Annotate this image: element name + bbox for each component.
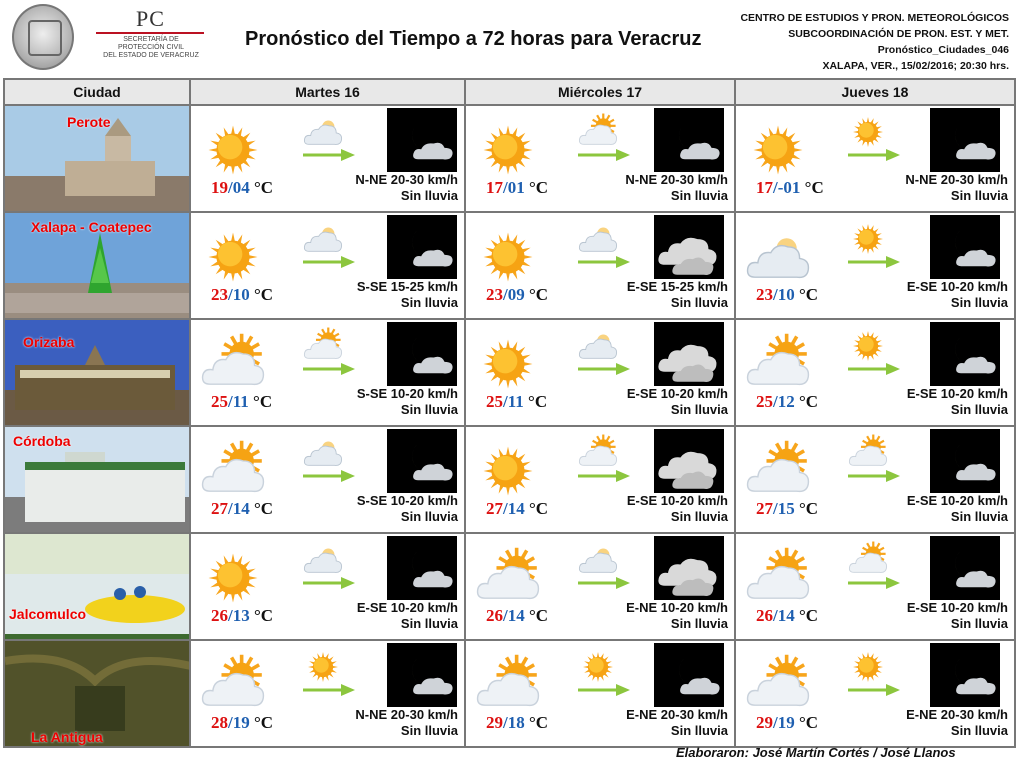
sun-icon bbox=[846, 645, 892, 685]
wind-text: E-SE 10-20 km/h bbox=[626, 386, 728, 401]
wind-info bbox=[355, 707, 458, 739]
temp-unit: °C bbox=[528, 606, 549, 625]
sun-icon bbox=[576, 645, 622, 685]
wind-info bbox=[625, 172, 728, 204]
arrow-right-icon bbox=[303, 469, 355, 483]
wind-info bbox=[907, 493, 1008, 525]
cloud-icon bbox=[742, 221, 814, 289]
wind-info bbox=[355, 172, 458, 204]
temp-unit: °C bbox=[798, 392, 819, 411]
sun-cloud-icon bbox=[742, 649, 814, 717]
sun-cloud-icon bbox=[846, 538, 892, 578]
city-name: Jalcomulco bbox=[9, 606, 87, 622]
night-cloud-icon bbox=[654, 536, 724, 600]
wind-info bbox=[907, 600, 1008, 632]
wind-text: E-SE 10-20 km/h bbox=[906, 279, 1008, 294]
wind-text: E-NE 20-30 km/h bbox=[626, 707, 728, 722]
night-moon-icon bbox=[930, 536, 1000, 600]
temp-max: 23 bbox=[211, 285, 228, 304]
night-moon-icon bbox=[930, 643, 1000, 707]
forecast-cell bbox=[465, 212, 735, 319]
column-header-day: Martes 16 bbox=[190, 79, 465, 105]
forecast-cell bbox=[465, 533, 735, 640]
night-cloud-icon bbox=[654, 429, 724, 493]
temperature: 25/11 °C bbox=[211, 392, 273, 411]
arrow-right-icon bbox=[848, 469, 900, 483]
forecast-cell bbox=[465, 640, 735, 747]
logo-pc-text: PC bbox=[136, 6, 165, 31]
temp-max: 27 bbox=[486, 499, 503, 518]
arrow-right-icon bbox=[578, 576, 630, 590]
temp-max: 29 bbox=[756, 713, 773, 732]
temp-min: 15 bbox=[777, 499, 795, 518]
temp-min: 14 bbox=[777, 606, 795, 625]
wind-text: E-NE 20-30 km/h bbox=[906, 707, 1008, 722]
wind-info bbox=[357, 386, 458, 418]
wind-text: E-SE 10-20 km/h bbox=[906, 600, 1008, 615]
temperature: 28/19 °C bbox=[211, 713, 274, 732]
temp-max: 28 bbox=[211, 713, 228, 732]
temp-max: 26 bbox=[486, 606, 503, 625]
temp-min: 11 bbox=[232, 392, 249, 411]
temp-unit: °C bbox=[528, 285, 549, 304]
table-row bbox=[4, 105, 1015, 212]
temperature: 17/-01 °C bbox=[756, 178, 824, 197]
sun-icon bbox=[197, 542, 269, 610]
arrow-right-icon bbox=[303, 576, 355, 590]
sun-icon bbox=[846, 324, 892, 364]
temp-max: 26 bbox=[211, 606, 228, 625]
forecast-cell bbox=[735, 319, 1015, 426]
temp-max: 25 bbox=[211, 392, 228, 411]
forecast-cell bbox=[190, 319, 465, 426]
column-header-day: Jueves 18 bbox=[735, 79, 1015, 105]
sun-cloud-icon bbox=[742, 435, 814, 503]
logo-text-line: DEL ESTADO DE VERACRUZ bbox=[103, 52, 199, 59]
temp-min: 19 bbox=[777, 713, 795, 732]
city-name: Córdoba bbox=[13, 433, 71, 449]
sun-icon bbox=[846, 217, 892, 257]
wind-text: S-SE 10-20 km/h bbox=[356, 493, 458, 508]
temp-unit: °C bbox=[798, 606, 819, 625]
rain-text: Sin lluvia bbox=[950, 188, 1008, 203]
night-cloud-icon bbox=[654, 322, 724, 386]
temperature: 25/12 °C bbox=[756, 392, 819, 411]
sun-cloud-icon bbox=[301, 324, 347, 364]
forecast-cell bbox=[190, 105, 465, 212]
night-moon-icon bbox=[387, 429, 457, 493]
footer-credits: Elaboraron: José Martín Cortés / José Llanos bbox=[676, 745, 956, 760]
rain-text: Sin lluvia bbox=[950, 723, 1008, 738]
forecast-cell bbox=[735, 533, 1015, 640]
rain-text: Sin lluvia bbox=[950, 509, 1008, 524]
temp-max: 17 bbox=[756, 178, 773, 197]
temp-unit: °C bbox=[253, 713, 274, 732]
temp-min: 10 bbox=[232, 285, 250, 304]
rain-text: Sin lluvia bbox=[670, 616, 728, 631]
cloud-icon bbox=[576, 217, 622, 257]
temperature: 27/14 °C bbox=[486, 499, 549, 518]
org-line: Pronóstico_Ciudades_046 bbox=[877, 44, 1009, 56]
logo-text-line: SECRETARÍA DE bbox=[123, 36, 179, 43]
rain-text: Sin lluvia bbox=[670, 295, 728, 310]
temp-unit: °C bbox=[528, 499, 549, 518]
arrow-right-icon bbox=[848, 683, 900, 697]
wind-text: N-NE 20-30 km/h bbox=[355, 172, 458, 187]
wind-info bbox=[357, 600, 458, 632]
wind-info bbox=[907, 279, 1008, 311]
wind-info bbox=[626, 600, 728, 632]
temperature: 29/19 °C bbox=[756, 713, 819, 732]
temp-unit: °C bbox=[528, 178, 549, 197]
rain-text: Sin lluvia bbox=[670, 402, 728, 417]
temp-max: 26 bbox=[756, 606, 773, 625]
arrow-right-icon bbox=[848, 362, 900, 376]
city-cell bbox=[4, 319, 190, 426]
temp-unit: °C bbox=[253, 178, 274, 197]
temperature: 25/11 °C bbox=[486, 392, 548, 411]
temp-unit: °C bbox=[253, 285, 274, 304]
night-moon-icon bbox=[654, 643, 724, 707]
sun-cloud-icon bbox=[576, 110, 622, 150]
rain-text: Sin lluvia bbox=[400, 188, 458, 203]
forecast-cell bbox=[735, 105, 1015, 212]
temperature: 23/09 °C bbox=[486, 285, 549, 304]
arrow-right-icon bbox=[578, 255, 630, 269]
temperature: 27/15 °C bbox=[756, 499, 819, 518]
rain-text: Sin lluvia bbox=[670, 723, 728, 738]
org-line: SUBCOORDINACIÓN DE PRON. EST. Y MET. bbox=[788, 28, 1009, 40]
temp-max: 25 bbox=[756, 392, 773, 411]
temp-min: 14 bbox=[232, 499, 250, 518]
wind-text: E-SE 15-25 km/h bbox=[626, 279, 728, 294]
arrow-right-icon bbox=[303, 362, 355, 376]
sun-cloud-icon bbox=[846, 431, 892, 471]
cloud-icon bbox=[301, 538, 347, 578]
temp-max: 29 bbox=[486, 713, 503, 732]
temp-min: 10 bbox=[777, 285, 795, 304]
temp-min: 19 bbox=[232, 713, 250, 732]
column-header-day: Miércoles 17 bbox=[465, 79, 735, 105]
temp-unit: °C bbox=[798, 285, 819, 304]
temp-unit: °C bbox=[253, 499, 274, 518]
city-photo bbox=[5, 534, 189, 639]
sun-cloud-icon bbox=[197, 328, 269, 396]
temp-min: 18 bbox=[507, 713, 525, 732]
wind-text: S-SE 10-20 km/h bbox=[356, 386, 458, 401]
wind-info bbox=[627, 279, 728, 311]
sun-icon bbox=[472, 435, 544, 503]
forecast-table bbox=[3, 78, 1016, 748]
arrow-right-icon bbox=[848, 148, 900, 162]
temperature: 19/04 °C bbox=[211, 178, 274, 197]
temp-unit: °C bbox=[798, 713, 819, 732]
table-row bbox=[4, 533, 1015, 640]
forecast-cell bbox=[190, 426, 465, 533]
sun-icon bbox=[742, 114, 814, 182]
arrow-right-icon bbox=[578, 683, 630, 697]
sun-cloud-icon bbox=[742, 542, 814, 610]
table-row bbox=[4, 426, 1015, 533]
sun-icon bbox=[301, 645, 347, 685]
temp-max: 27 bbox=[756, 499, 773, 518]
night-moon-icon bbox=[930, 215, 1000, 279]
night-moon-icon bbox=[654, 108, 724, 172]
night-moon-icon bbox=[387, 215, 457, 279]
forecast-cell bbox=[465, 105, 735, 212]
night-moon-icon bbox=[930, 322, 1000, 386]
temp-unit: °C bbox=[253, 392, 273, 411]
logo-text-line: PROTECCIÓN CIVIL bbox=[117, 44, 185, 51]
arrow-right-icon bbox=[578, 469, 630, 483]
forecast-cell bbox=[465, 319, 735, 426]
table-row bbox=[4, 212, 1015, 319]
forecast-cell bbox=[190, 212, 465, 319]
rain-text: Sin lluvia bbox=[400, 723, 458, 738]
sun-cloud-icon bbox=[197, 649, 269, 717]
temp-max: 25 bbox=[486, 392, 503, 411]
temp-max: 19 bbox=[211, 178, 228, 197]
temp-unit: °C bbox=[528, 713, 549, 732]
temperature: 17/01 °C bbox=[486, 178, 549, 197]
wind-info bbox=[357, 493, 458, 525]
wind-info bbox=[905, 172, 1008, 204]
arrow-right-icon bbox=[303, 148, 355, 162]
night-moon-icon bbox=[387, 322, 457, 386]
temp-min: 13 bbox=[232, 606, 250, 625]
arrow-right-icon bbox=[578, 362, 630, 376]
wind-info bbox=[626, 707, 728, 739]
org-line: XALAPA, VER., 15/02/2016; 20:30 hrs. bbox=[822, 60, 1009, 72]
forecast-cell bbox=[735, 640, 1015, 747]
rain-text: Sin lluvia bbox=[950, 402, 1008, 417]
org-line: CENTRO DE ESTUDIOS Y PRON. METEOROLÓGICOS bbox=[740, 12, 1009, 24]
city-name: Perote bbox=[67, 114, 111, 130]
rain-text: Sin lluvia bbox=[670, 509, 728, 524]
temp-min: 14 bbox=[507, 606, 525, 625]
rain-text: Sin lluvia bbox=[400, 509, 458, 524]
rain-text: Sin lluvia bbox=[400, 402, 458, 417]
sun-icon bbox=[197, 114, 269, 182]
city-cell bbox=[4, 426, 190, 533]
city-cell bbox=[4, 105, 190, 212]
wind-text: N-NE 20-30 km/h bbox=[355, 707, 458, 722]
night-moon-icon bbox=[387, 643, 457, 707]
temp-min: 04 bbox=[232, 178, 250, 197]
arrow-right-icon bbox=[848, 255, 900, 269]
temperature: 26/14 °C bbox=[486, 606, 549, 625]
cloud-icon bbox=[576, 538, 622, 578]
wind-info bbox=[907, 386, 1008, 418]
city-cell bbox=[4, 533, 190, 640]
sun-cloud-icon bbox=[576, 431, 622, 471]
night-moon-icon bbox=[387, 108, 457, 172]
wind-text: E-NE 10-20 km/h bbox=[626, 600, 728, 615]
table-row bbox=[4, 319, 1015, 426]
cloud-icon bbox=[301, 431, 347, 471]
wind-text: E-SE 10-20 km/h bbox=[906, 386, 1008, 401]
sun-cloud-icon bbox=[472, 542, 544, 610]
temp-min: 11 bbox=[507, 392, 524, 411]
temp-min: 09 bbox=[507, 285, 525, 304]
sun-cloud-icon bbox=[742, 328, 814, 396]
cloud-icon bbox=[576, 324, 622, 364]
organization-info bbox=[740, 10, 1009, 74]
forecast-cell bbox=[190, 533, 465, 640]
rain-text: Sin lluvia bbox=[950, 295, 1008, 310]
cloud-icon bbox=[301, 217, 347, 257]
city-name: Orizaba bbox=[23, 334, 75, 350]
wind-text: N-NE 20-30 km/h bbox=[905, 172, 1008, 187]
header bbox=[0, 0, 1029, 76]
sun-icon bbox=[197, 221, 269, 289]
night-moon-icon bbox=[387, 536, 457, 600]
temperature: 26/14 °C bbox=[756, 606, 819, 625]
night-cloud-icon bbox=[654, 215, 724, 279]
temp-max: 27 bbox=[211, 499, 228, 518]
city-cell bbox=[4, 640, 190, 747]
rain-text: Sin lluvia bbox=[400, 616, 458, 631]
arrow-right-icon bbox=[303, 683, 355, 697]
temp-min: 14 bbox=[507, 499, 525, 518]
wind-text: S-SE 15-25 km/h bbox=[356, 279, 458, 294]
rain-text: Sin lluvia bbox=[950, 616, 1008, 631]
page-title: Pronóstico del Tiempo a 72 horas para Veracruz bbox=[245, 28, 702, 50]
wind-info bbox=[906, 707, 1008, 739]
arrow-right-icon bbox=[848, 576, 900, 590]
temperature: 29/18 °C bbox=[486, 713, 549, 732]
temp-unit: °C bbox=[253, 606, 274, 625]
temp-max: 17 bbox=[486, 178, 503, 197]
city-name: Xalapa - Coatepec bbox=[31, 219, 152, 235]
wind-info bbox=[627, 386, 728, 418]
temp-unit: °C bbox=[804, 178, 824, 197]
temp-min: 12 bbox=[777, 392, 795, 411]
arrow-right-icon bbox=[578, 148, 630, 162]
sun-icon bbox=[846, 110, 892, 150]
temperature: 23/10 °C bbox=[211, 285, 274, 304]
forecast-cell bbox=[190, 640, 465, 747]
temp-min: -01 bbox=[777, 178, 801, 197]
forecast-cell bbox=[735, 212, 1015, 319]
veracruz-seal-logo bbox=[12, 4, 74, 70]
temperature: 26/13 °C bbox=[211, 606, 274, 625]
arrow-right-icon bbox=[303, 255, 355, 269]
temperature: 23/10 °C bbox=[756, 285, 819, 304]
temperature: 27/14 °C bbox=[211, 499, 274, 518]
rain-text: Sin lluvia bbox=[670, 188, 728, 203]
city-name: La Antigua bbox=[31, 729, 103, 745]
sun-icon bbox=[472, 114, 544, 182]
wind-text: N-NE 20-30 km/h bbox=[625, 172, 728, 187]
forecast-cell bbox=[735, 426, 1015, 533]
column-header-city: Ciudad bbox=[4, 79, 190, 105]
night-moon-icon bbox=[930, 108, 1000, 172]
sun-icon bbox=[472, 328, 544, 396]
wind-info bbox=[627, 493, 728, 525]
temp-min: 01 bbox=[507, 178, 525, 197]
sun-cloud-icon bbox=[197, 435, 269, 503]
night-moon-icon bbox=[930, 429, 1000, 493]
temp-max: 23 bbox=[756, 285, 773, 304]
wind-info bbox=[357, 279, 458, 311]
wind-text: E-SE 10-20 km/h bbox=[906, 493, 1008, 508]
proteccion-civil-logo bbox=[96, 6, 206, 66]
rain-text: Sin lluvia bbox=[400, 295, 458, 310]
wind-text: E-SE 10-20 km/h bbox=[626, 493, 728, 508]
sun-cloud-icon bbox=[472, 649, 544, 717]
sun-icon bbox=[472, 221, 544, 289]
temp-unit: °C bbox=[528, 392, 548, 411]
temp-unit: °C bbox=[798, 499, 819, 518]
table-row bbox=[4, 640, 1015, 747]
temp-max: 23 bbox=[486, 285, 503, 304]
wind-text: E-SE 10-20 km/h bbox=[356, 600, 458, 615]
cloud-icon bbox=[301, 110, 347, 150]
city-cell bbox=[4, 212, 190, 319]
forecast-cell bbox=[465, 426, 735, 533]
